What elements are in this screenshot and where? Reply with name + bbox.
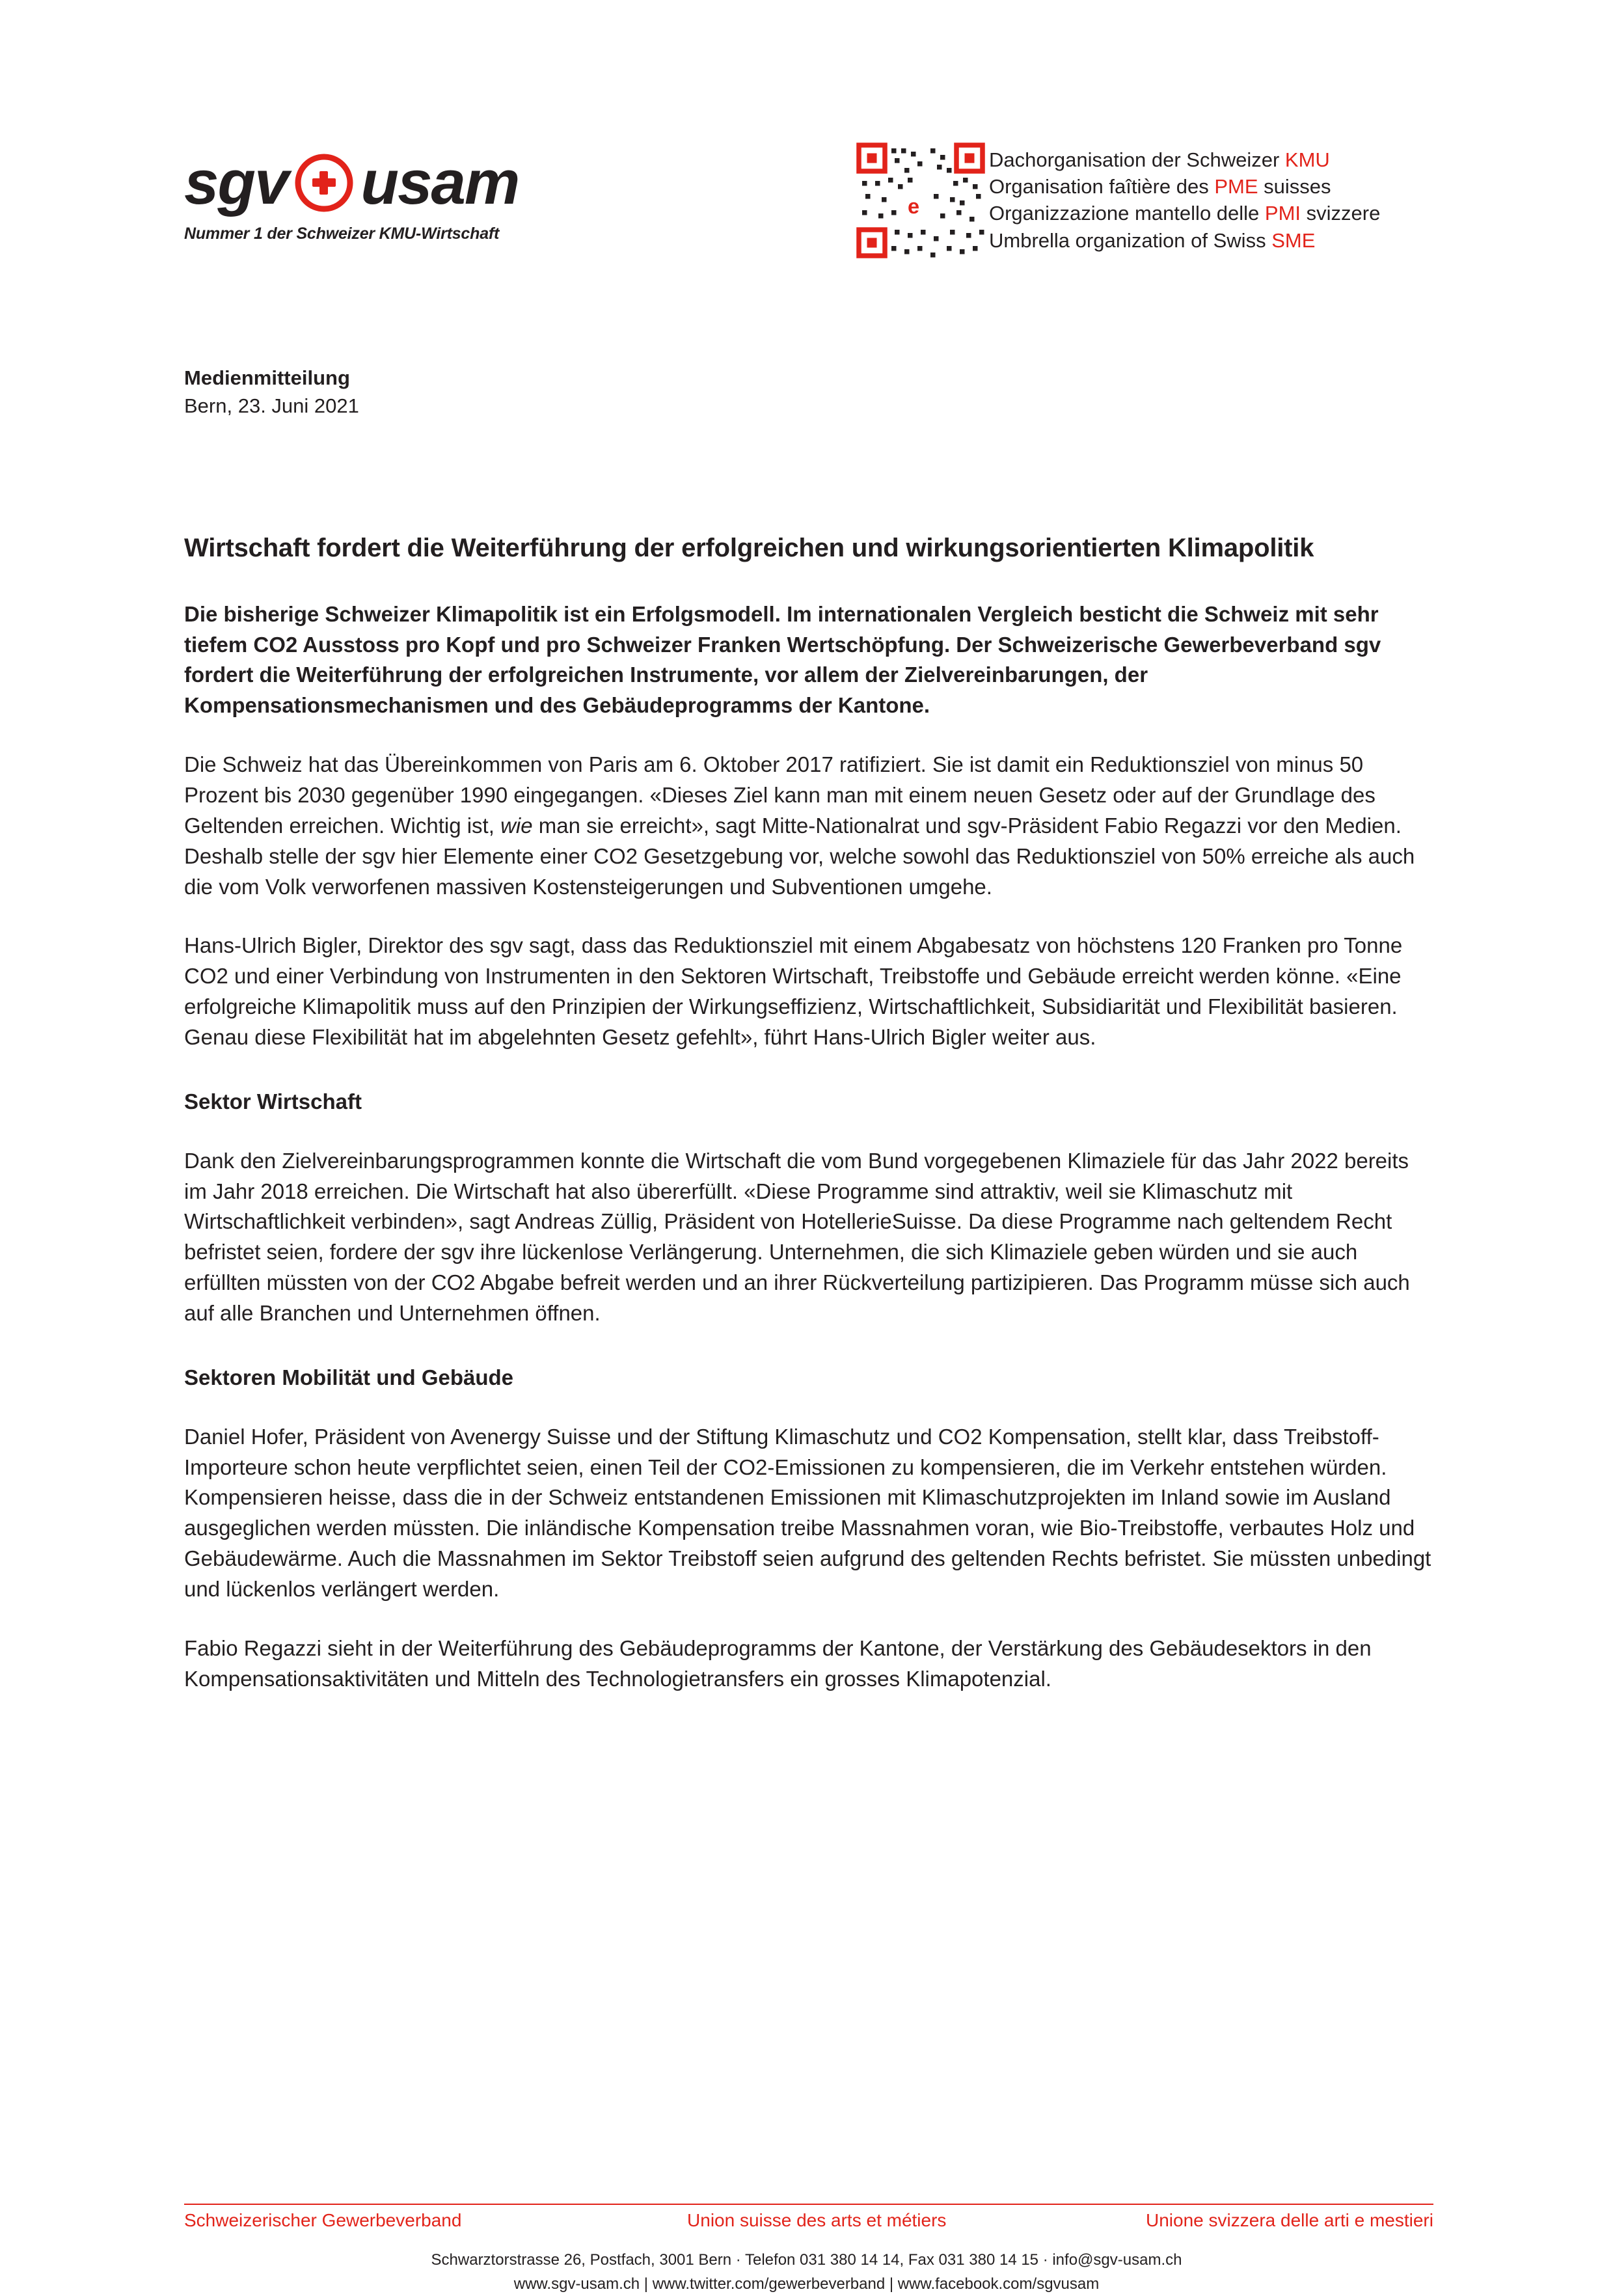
lead-paragraph: Die bisherige Schweizer Klimapolitik ist ein Erfolgsmodell. Im internationalen Vergleich besticht die Schweiz mit sehr tiefem CO2 Ausstoss pro Kopf und pro Schweizer Franken Wertschöpfung. Der Schweizerische Gewerbeverband sgv fordert die Weiterführung der erfolgreichen Instrumente, vor allem der Zielvereinbarungen, der Kompensationsmechanismen und des Gebäudeprogramms der Kantone.	[184, 601, 1381, 718]
paragraph-5: Fabio Regazzi sieht in der Weiterführung des Gebäudeprogramms der Kantone, der Verstärkung des Gebäudesektors in den Kompensationsaktivitäten und Mitteln des Technologietransfers ein grosses Klimapotenzial.	[184, 1635, 1372, 1691]
org-line-en-highlight: SME	[1271, 228, 1316, 252]
org-line-it-highlight: PMI	[1264, 202, 1301, 225]
paragraph-4: Daniel Hofer, Präsident von Avenergy Suisse und der Stiftung Klimaschutz und CO2 Kompensation, stellt klar, dass Treibstoff-Importeure schon heute verpflichtet seien, einen Teil der CO2-Emissionen zu kompensieren, die im Verkehr entstehen würden. Kompensieren heisse, dass die in der Schweiz entstandenen Emissionen mit Klimaschutzprojekten im Inland sowie im Ausland ausgeglichen werden müssten. Die inländische Kompensation treibe Massnahmen voran, wie Bio-Treibstoffe, verbautes Holz und Gebäudewärme. Auch die Massnahmen im Sektor Treibstoff seien aufgrund des geltenden Rechts befristet. Sie müssten unbedingt und lückenlos verlängert werden.	[184, 1424, 1431, 1602]
document-place-date: Bern, 23. Juni 2021	[184, 394, 359, 417]
page-title: Wirtschaft fordert die Weiterführung der erfolgreichen und wirkungsorientierten Klimapolitik	[184, 533, 1314, 562]
org-line-fr-suffix: suisses	[1258, 175, 1331, 198]
org-line-de	[989, 146, 1380, 173]
org-line-it	[989, 200, 1380, 226]
swiss-cross-circle-icon	[293, 152, 355, 214]
logo-word-left: sgv	[184, 148, 288, 217]
org-line-it-suffix: svizzere	[1301, 202, 1381, 225]
footer-contact	[0, 2248, 1613, 2296]
footer-links-line[interactable]: www.sgv-usam.ch | www.twitter.com/gewerbeverband | www.facebook.com/sgvusam	[513, 2275, 1100, 2293]
section-heading-mobilitaet-gebaeude: Sektoren Mobilität und Gebäude	[184, 1365, 514, 1389]
svg-text:e: e	[908, 195, 920, 218]
org-line-it-prefix: Organizzazione mantello delle	[989, 202, 1265, 225]
org-language-lines	[989, 146, 1380, 254]
footer-name-fr: Union suisse des arts et métiers	[687, 2210, 947, 2230]
document-body	[184, 364, 1433, 1695]
document-meta	[184, 364, 1433, 420]
footer-organization-names	[184, 2210, 1433, 2231]
paragraph-2: Hans-Ulrich Bigler, Direktor des sgv sagt, dass das Reduktionsziel mit einem Abgabesatz von höchstens 120 Franken pro Tonne CO2 und einer Verbindung von Instrumenten in den Sektoren Wirtschaft, Treibstoffe und Gebäude erreicht werden könne. «Eine erfolgreiche Klimapolitik muss auf den Prinzipien der Wirkungseffizienz, Wirtschaftlichkeit, Subsidiarität und Flexibilität basieren. Genau diese Flexibilität hat im abgelehnten Gesetz gefehlt», führt Hans-Ulrich Bigler weiter aus.	[184, 933, 1403, 1050]
paragraph-3: Dank den Zielvereinbarungsprogrammen konnte die Wirtschaft die vom Bund vorgegebenen Klimaziele für das Jahr 2022 bereits im Jahr 2018 erreichen. Die Wirtschaft hat also übererfüllt. «Diese Programme sind attraktiv, weil sie Klimaschutz mit Wirtschaftlichkeit verbinden», sagt Andreas Züllig, Präsident von HotellerieSuisse. Da diese Programme nach geltendem Recht befristet seien, fordere der sgv ihre lückenlose Verlängerung. Unternehmen, die sich Klimaziele geben würden und sie auch erfüllten müssten von der CO2 Abgabe befreit werden und an ihrer Rückverteilung partizipieren. Das Programm müsse sich auch auf alle Branchen und Unternehmen öffnen.	[184, 1148, 1410, 1326]
org-line-en-prefix: Umbrella organization of Swiss	[989, 228, 1272, 252]
org-line-en	[989, 227, 1380, 254]
footer-name-de: Schweizerischer Gewerbeverband	[184, 2210, 462, 2230]
footer-divider	[184, 2204, 1433, 2205]
footer-name-it: Unione svizzera delle arti e mestieri	[1146, 2210, 1433, 2230]
logo-wordmark	[184, 148, 588, 217]
section-heading-wirtschaft: Sektor Wirtschaft	[184, 1089, 362, 1114]
sgv-usam-logo	[184, 148, 588, 243]
logo-tagline: Nummer 1 der Schweizer KMU-Wirtschaft	[184, 225, 500, 243]
org-line-fr	[989, 173, 1380, 200]
paragraph-1-part-b: man sie erreicht», sagt Mitte-Nationalrat und sgv-Präsident Fabio Regazzi vor den Medien. Deshalb stelle der sgv hier Elemente einer CO2 Gesetzgebung vor, welche sowohl das Reduktionsziel von 50% erreiche als auch die vom Volk verworfenen massiven Kostensteigerungen und Subventionen umgehe.	[184, 813, 1415, 899]
document-header	[0, 133, 1613, 277]
footer-address-line: Schwarztorstrasse 26, Postfach, 3001 Bern · Telefon 031 380 14 14, Fax 031 380 14 15 · info@sgv-usam.ch	[431, 2251, 1182, 2269]
paragraph-1	[184, 750, 1433, 902]
paragraph-1-emphasis: wie	[500, 813, 533, 838]
qr-code-icon	[859, 145, 999, 269]
org-line-de-prefix: Dachorganisation der Schweizer	[989, 148, 1285, 171]
org-line-de-highlight: KMU	[1284, 148, 1330, 171]
org-line-fr-prefix: Organisation faîtière des	[989, 175, 1215, 198]
paragraph-1-part-a: Die Schweiz hat das Übereinkommen von Paris am 6. Oktober 2017 ratifiziert. Sie ist damit ein Reduktionsziel von minus 50 Prozent bis 2030 gegenüber 1990 eingegangen. «Dieses Ziel kann man mit einem neuen Gesetz oder auf der Grundlage des Geltenden erreichen. Wichtig ist,	[184, 752, 1376, 838]
document-type: Medienmitteilung	[184, 366, 350, 389]
logo-word-right: usam	[360, 148, 519, 217]
org-line-fr-highlight: PME	[1214, 175, 1258, 198]
